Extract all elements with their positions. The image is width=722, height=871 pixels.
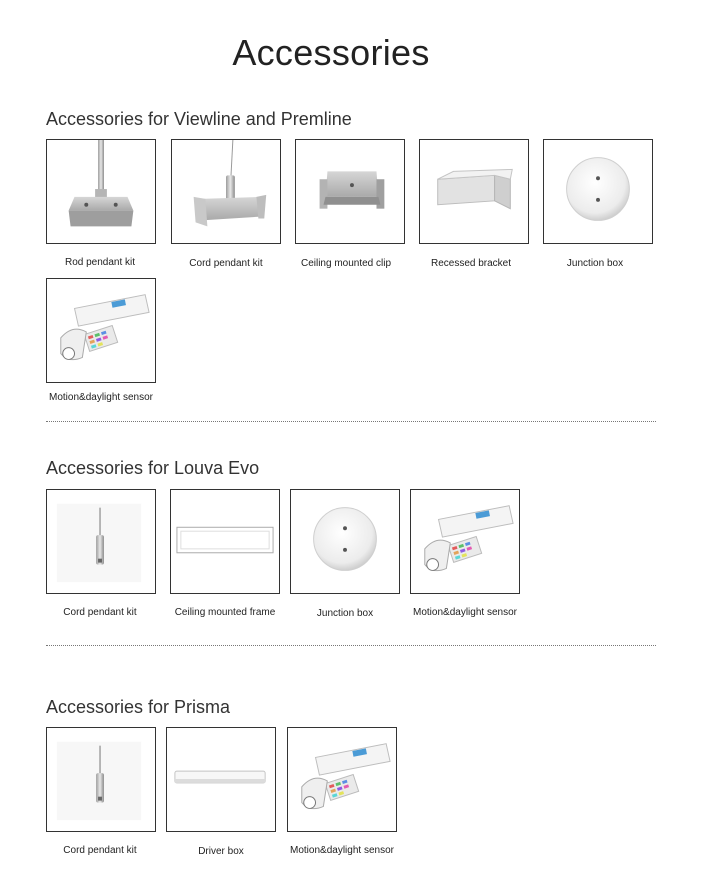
section-title-viewline-premline: Accessories for Viewline and Premline	[46, 109, 352, 129]
product-image-motion-daylight-sensor	[46, 278, 156, 383]
product-image-recessed-bracket	[419, 139, 529, 244]
section-title-louva-evo: Accessories for Louva Evo	[46, 458, 260, 478]
product-image-motion-daylight-sensor	[410, 489, 520, 594]
recessed-bracket-icon	[420, 140, 528, 243]
product-image-ceiling-mounted-frame	[170, 489, 280, 594]
product-label: Ceiling mounted clip	[300, 258, 392, 269]
ceiling-frame-icon	[171, 490, 279, 593]
cord-pendant-icon	[47, 728, 155, 831]
sensor-icon	[47, 279, 155, 382]
product-image-motion-daylight-sensor	[287, 727, 397, 832]
product-label: Motion&daylight sensor	[413, 607, 517, 618]
product-label: Driver box	[198, 846, 244, 857]
page-title: Accessories	[232, 32, 430, 74]
product-image-cord-pendant-kit	[46, 489, 156, 594]
product-image-rod-pendant-kit	[46, 139, 156, 244]
product-image-cord-pendant-kit	[171, 139, 281, 244]
section-divider	[46, 421, 656, 422]
rod-pendant-icon	[47, 140, 155, 243]
product-image-cord-pendant-kit	[46, 727, 156, 832]
product-label: Rod pendant kit	[64, 257, 136, 268]
cord-pendant-icon	[172, 140, 280, 243]
product-label: Cord pendant kit	[63, 607, 137, 618]
section-title-prisma: Accessories for Prisma	[46, 697, 231, 717]
product-label: Ceiling mounted frame	[174, 607, 276, 618]
junction-box-icon	[291, 490, 399, 593]
product-label: Cord pendant kit	[63, 845, 137, 856]
sensor-icon	[288, 728, 396, 831]
cord-pendant-icon	[47, 490, 155, 593]
section-divider	[46, 645, 656, 646]
product-image-ceiling-mounted-clip	[295, 139, 405, 244]
product-label: Recessed bracket	[430, 258, 512, 269]
junction-box-icon	[544, 140, 652, 243]
product-label: Junction box	[566, 258, 624, 269]
product-image-driver-box	[166, 727, 276, 832]
ceiling-clip-icon	[296, 140, 404, 243]
product-label: Motion&daylight sensor	[49, 392, 153, 403]
product-image-junction-box	[543, 139, 653, 244]
product-label: Junction box	[316, 608, 374, 619]
product-image-junction-box	[290, 489, 400, 594]
product-label: Cord pendant kit	[189, 258, 263, 269]
sensor-icon	[411, 490, 519, 593]
product-label: Motion&daylight sensor	[290, 845, 394, 856]
driver-box-icon	[167, 728, 275, 831]
